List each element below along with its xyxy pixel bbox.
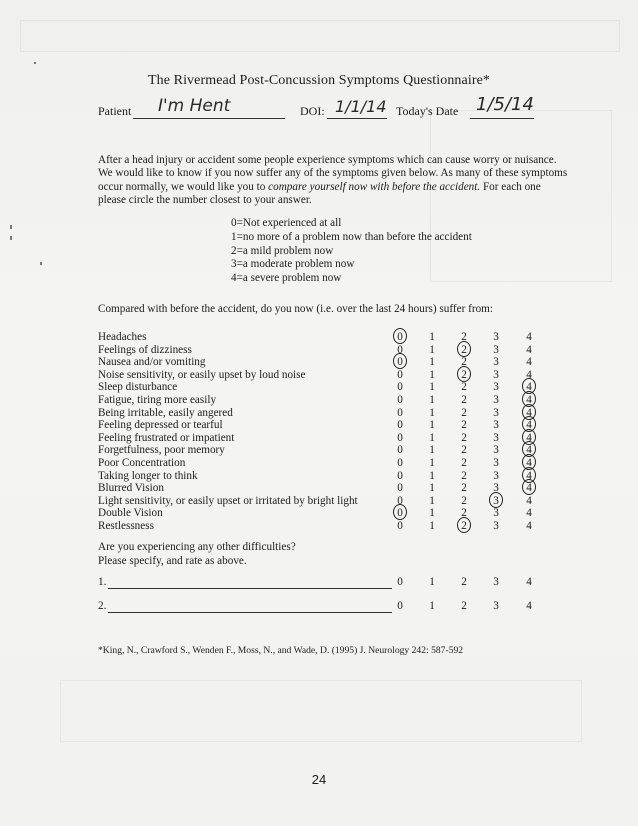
symptom-label: Feelings of dizziness [98,343,192,356]
rating-option-1[interactable]: 1 [429,419,435,432]
rating-option-4[interactable]: 4 [526,457,532,469]
patient-label: Patient [98,104,132,118]
rating-option-1[interactable]: 1 [429,469,435,482]
rating-option-1[interactable]: 1 [429,381,435,394]
rating-option-4[interactable]: 4 [526,482,532,495]
symptom-label: Nausea and/or vomiting [98,356,206,369]
today-date-label: Today's Date [396,104,459,118]
rating-option-1[interactable]: 1 [429,356,435,369]
other-difficulty-row [0,600,638,614]
rating-option-3[interactable]: 3 [493,494,499,507]
rating-option-2[interactable]: 2 [461,331,467,343]
patient-value[interactable]: I'm Hent [158,96,231,116]
rating-option-4[interactable]: 4 [526,600,532,612]
rating-option-3[interactable]: 3 [493,368,499,381]
rating-option-3[interactable]: 3 [493,331,499,343]
selected-rating-circle [489,492,503,508]
selected-rating-circle [457,366,471,382]
form-title: The Rivermead Post-Concussion Symptoms Questionnaire* [147,73,491,88]
rating-option-2[interactable]: 2 [461,431,467,444]
rating-option-2[interactable]: 2 [461,482,467,495]
rating-option-4[interactable]: 4 [526,576,532,588]
symptom-label: Poor Concentration [98,457,186,469]
rating-option-0[interactable]: 0 [397,457,403,469]
rating-option-2[interactable]: 2 [461,457,467,469]
symptom-row [0,356,638,369]
scan-mark [10,236,12,240]
rating-option-4[interactable]: 4 [526,419,532,432]
scan-mark [34,62,36,64]
rating-option-0[interactable]: 0 [397,343,403,356]
rating-option-1[interactable]: 1 [429,457,435,469]
rating-option-2[interactable]: 2 [461,394,467,406]
selected-rating-circle [457,517,471,533]
symptom-row [0,394,638,407]
rating-option-1[interactable]: 1 [429,600,435,612]
symptom-label: Fatigue, tiring more easily [98,394,217,406]
symptom-label: Feeling depressed or tearful [98,419,223,432]
rating-option-4[interactable]: 4 [526,444,532,457]
rating-option-2[interactable]: 2 [461,469,467,482]
rating-option-3[interactable]: 3 [493,431,499,444]
symptom-row [0,369,638,382]
symptom-row [0,482,638,495]
symptom-label: Taking longer to think [98,469,198,482]
symptom-label: Restlessness [98,520,154,532]
rating-option-1[interactable]: 1 [429,576,435,588]
rating-option-3[interactable]: 3 [493,356,499,369]
symptom-label: Double Vision [98,507,163,520]
rating-option-3[interactable]: 3 [493,520,499,532]
rating-option-3[interactable]: 3 [493,576,499,588]
rating-option-3[interactable]: 3 [493,394,499,406]
rating-option-3[interactable]: 3 [493,444,499,457]
rating-option-2[interactable]: 2 [461,381,467,394]
rating-option-0[interactable]: 0 [397,469,403,482]
instructions-text: After a head injury or accident some people experience symptoms which can cause worry or nuisance. We would like to know if you now suffer any of the symptoms given below. As many of these symptoms occur normally, we would like you to [98,154,568,193]
selected-rating-circle [457,341,471,357]
rating-option-0[interactable]: 0 [397,368,403,381]
rating-option-4[interactable]: 4 [526,356,532,369]
rating-option-3[interactable]: 3 [493,507,499,520]
rating-option-4[interactable]: 4 [526,331,532,343]
rating-option-0[interactable]: 0 [397,482,403,495]
scan-artifact [60,680,582,742]
rating-option-1[interactable]: 1 [429,343,435,356]
symptom-row [0,457,638,470]
rating-option-0[interactable]: 0 [397,520,403,532]
other-difficulty-number: 1. [98,576,107,588]
scale-item: 4=a severe problem now [231,272,342,285]
rating-option-0[interactable]: 0 [397,507,403,520]
symptom-row [0,331,638,344]
rating-option-0[interactable]: 0 [397,576,403,588]
rating-option-3[interactable]: 3 [493,600,499,612]
symptom-label: Forgetfulness, poor memory [98,444,225,457]
rating-option-2[interactable]: 2 [461,343,467,356]
symptom-row [0,470,638,483]
rating-option-2[interactable]: 2 [461,600,467,612]
rating-scale-legend [231,217,472,286]
symptom-row [0,432,638,445]
symptom-label: Sleep disturbance [98,381,178,394]
rating-option-4[interactable]: 4 [526,343,532,356]
rating-option-0[interactable]: 0 [397,431,403,444]
rating-option-1[interactable]: 1 [429,507,435,520]
scan-mark [10,225,12,229]
rating-option-4[interactable]: 4 [526,494,532,507]
rating-option-3[interactable]: 3 [493,381,499,394]
rating-option-2[interactable]: 2 [461,406,467,419]
rating-option-1[interactable]: 1 [429,331,435,343]
doi-label: DOI: [300,104,325,118]
rating-option-3[interactable]: 3 [493,343,499,356]
rating-option-1[interactable]: 1 [429,431,435,444]
rating-option-0[interactable]: 0 [397,381,403,394]
rating-option-4[interactable]: 4 [526,507,532,520]
symptom-label: Headaches [98,331,147,343]
symptom-row [0,507,638,520]
rating-option-4[interactable]: 4 [526,520,532,532]
page-number: 24 [311,772,327,787]
symptom-label: Being irritable, easily angered [98,406,233,419]
today-date-underline [470,118,534,119]
rating-option-1[interactable]: 1 [429,444,435,457]
instructions-text-end: For each one please circle the number closest to your answer. [98,180,541,207]
rating-option-0[interactable]: 0 [397,600,403,612]
instructions-emphasis: compare yourself now with before the accident. [268,180,481,193]
rating-option-1[interactable]: 1 [429,406,435,419]
patient-underline [133,118,285,119]
symptoms-question: Compared with before the accident, do you now (i.e. over the last 24 hours) suffer from: [98,303,493,315]
other-difficulties-question: Are you experiencing any other difficulties? [98,541,296,553]
doi-value[interactable]: 1/1/14 [335,97,387,116]
other-difficulty-input[interactable] [108,612,392,613]
scale-item: 3=a moderate problem now [231,258,355,271]
other-difficulty-input[interactable] [108,588,392,589]
rating-option-2[interactable]: 2 [461,576,467,588]
rating-option-4[interactable]: 4 [526,394,532,406]
scale-item: 0=Not experienced at all [231,217,342,229]
selected-rating-circle [393,328,407,344]
rating-option-1[interactable]: 1 [429,520,435,532]
rating-option-0[interactable]: 0 [397,419,403,432]
symptom-row [0,520,638,533]
rating-option-2[interactable]: 2 [461,419,467,432]
scan-mark [40,262,42,265]
rating-option-4[interactable]: 4 [526,368,532,381]
doi-underline [327,118,387,119]
rating-option-2[interactable]: 2 [461,356,467,369]
symptom-row [0,444,638,457]
rating-option-3[interactable]: 3 [493,406,499,419]
other-difficulty-row [0,576,638,590]
other-difficulties-instruction: Please specify, and rate as above. [98,555,247,567]
rating-option-0[interactable]: 0 [397,356,403,369]
rating-option-2[interactable]: 2 [461,368,467,381]
rating-option-3[interactable]: 3 [493,482,499,495]
rating-option-0[interactable]: 0 [397,406,403,419]
rating-option-3[interactable]: 3 [493,419,499,432]
instructions-paragraph [98,154,568,208]
symptom-row [0,381,638,394]
symptom-label: Light sensitivity, or easily upset or irritated by bright light [98,494,358,507]
rating-option-4[interactable]: 4 [526,431,532,444]
today-date-value[interactable]: 1/5/14 [476,94,534,115]
other-difficulty-number: 2. [98,600,107,612]
rating-option-0[interactable]: 0 [397,394,403,406]
rating-option-3[interactable]: 3 [493,457,499,469]
rating-option-1[interactable]: 1 [429,494,435,507]
scale-item: 1=no more of a problem now than before the accident [231,230,472,243]
symptom-row [0,419,638,432]
scale-item: 2=a mild problem now [231,244,334,257]
rating-option-0[interactable]: 0 [397,444,403,457]
citation: *King, N., Crawford S., Wenden F., Moss, N., and Wade, D. (1995) J. Neurology 242: 587-592 [98,645,464,656]
scan-artifact [20,20,620,52]
rating-option-0[interactable]: 0 [397,494,403,507]
symptom-row [0,344,638,357]
rating-option-2[interactable]: 2 [461,444,467,457]
rating-option-2[interactable]: 2 [461,494,467,507]
rating-option-1[interactable]: 1 [429,394,435,406]
other-difficulties-prompt [98,540,296,568]
rating-option-1[interactable]: 1 [429,482,435,495]
rating-option-0[interactable]: 0 [397,331,403,343]
symptom-label: Noise sensitivity, or easily upset by loud noise [98,368,306,381]
rating-option-2[interactable]: 2 [461,507,467,520]
rating-option-2[interactable]: 2 [461,520,467,532]
symptom-label: Blurred Vision [98,482,164,495]
rating-option-1[interactable]: 1 [429,368,435,381]
rating-option-4[interactable]: 4 [526,381,532,394]
rating-option-3[interactable]: 3 [493,469,499,482]
symptom-label: Feeling frustrated or impatient [98,431,235,444]
symptom-row [0,407,638,420]
rating-option-4[interactable]: 4 [526,406,532,419]
symptom-row [0,495,638,508]
rating-option-4[interactable]: 4 [526,469,532,482]
